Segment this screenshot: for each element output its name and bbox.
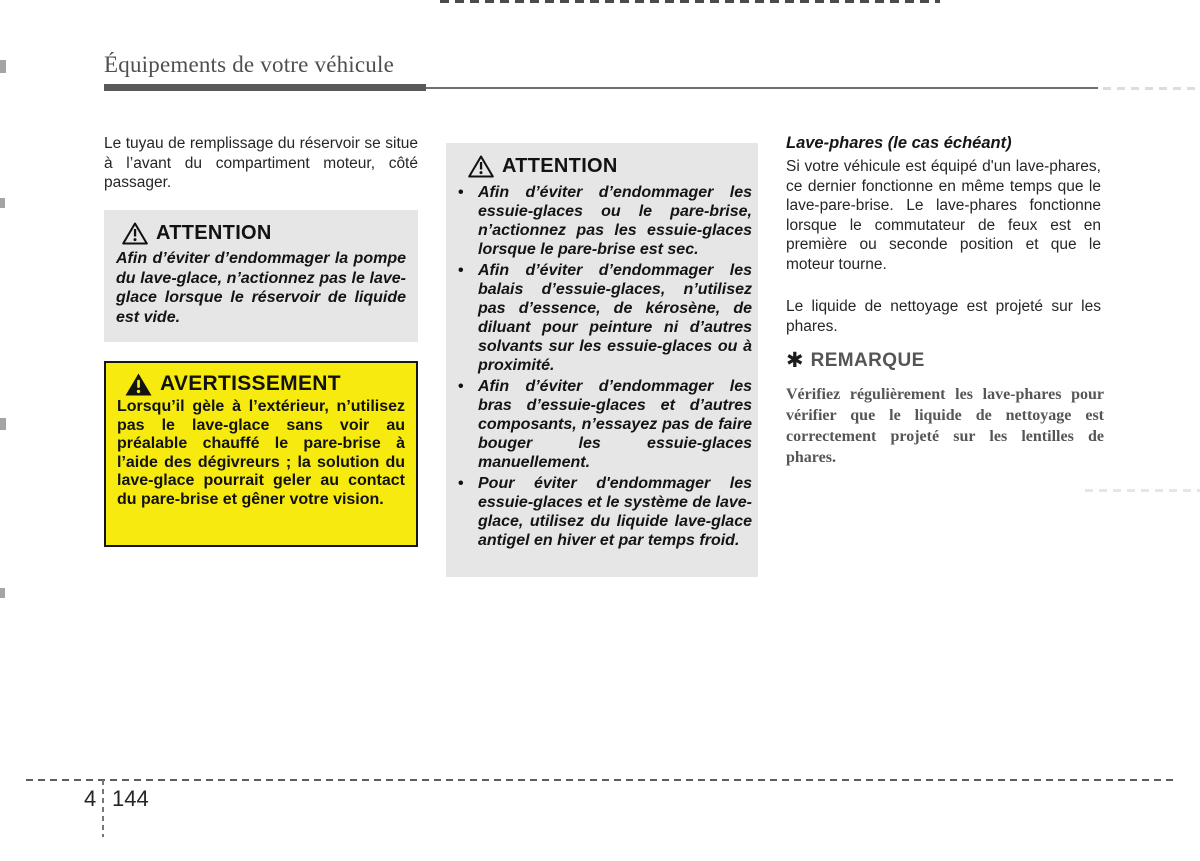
attention-box-left-body: Afin d’éviter d’endommager la pompe du lave-glace, n’actionnez pas le lave-glace lorsque le réservoir de liquide est vide.	[116, 250, 406, 326]
scan-edge-dashes	[1103, 87, 1200, 90]
warning-triangle-outline-icon	[468, 155, 494, 178]
warning-triangle-filled-icon	[125, 373, 152, 396]
attention-box-left	[104, 210, 418, 342]
footer-chapter-number: 4	[84, 786, 97, 811]
attention-box-left-title: ATTENTION	[156, 222, 272, 244]
footer-page-number: 144	[112, 786, 149, 811]
attention-box-middle	[446, 143, 758, 577]
page-title: Équipements de votre véhicule	[104, 52, 395, 77]
caution-bullet-item: • Pour éviter d'endommager les essuie-glaces et le système de lave-glace, utilisez du liquide lave-glace antigel en hiver et par temps froid.	[458, 475, 752, 549]
scan-edge-mark	[0, 418, 6, 430]
caution-bullet-item: • Afin d’éviter d’endommager les essuie-glaces ou le pare-brise, n’actionnez pas les essuie-glaces lorsque le pare-brise est sec.	[458, 184, 752, 258]
scan-edge-dashes	[1085, 489, 1200, 492]
intro-paragraph: Le tuyau de remplissage du réservoir se situe à l’avant du compartiment moteur, côté passager.	[104, 135, 418, 191]
avertissement-box-title: AVERTISSEMENT	[160, 372, 341, 395]
scan-edge-mark	[0, 60, 6, 73]
bullet-dot: •	[458, 475, 464, 492]
remarque-heading	[786, 350, 925, 372]
section-heading-lave-phares: Lave-phares (le cas échéant)	[786, 134, 1012, 152]
warning-triangle-outline-icon	[122, 222, 148, 245]
caution-bullet-item: • Afin d’éviter d’endommager les balais d’essuie-glaces, n’utilisez pas d’essence, de kérosène, de diluant pour peinture ni d’autres solvants sur les essuie-glaces ou à proximité.	[458, 262, 752, 374]
lave-phares-paragraph-1: Si votre véhicule est équipé d'un lave-phares, ce dernier fonctionne en même temps que le lave-pare-brise. Le lave-phares fonctionne lorsque le commutateur de feux est en première ou seconde position et que le moteur tourne.	[786, 158, 1101, 273]
footer-dashed-separator	[102, 780, 104, 837]
title-underline-bar	[104, 84, 426, 91]
avertissement-box	[104, 361, 418, 547]
scan-edge-mark	[0, 198, 5, 208]
asterisk-icon: ✱	[786, 349, 804, 372]
remarque-title: REMARQUE	[810, 350, 925, 371]
footer-dashed-rule	[26, 779, 1176, 781]
remarque-body: Vérifiez régulièrement les lave-phares pour vérifier que le liquide de nettoyage est correctement projeté sur les lentilles de phares.	[786, 386, 1104, 466]
attention-box-middle-title: ATTENTION	[502, 155, 618, 177]
title-underline-rule	[426, 87, 1098, 89]
scan-top-dashed-line	[440, 0, 940, 3]
scan-edge-mark	[0, 588, 5, 598]
caution-bullet-item: • Afin d’éviter d’endommager les bras d’essuie-glaces et d’autres composants, n’essayez pas de faire bouger les essuie-glaces manuellement.	[458, 378, 752, 471]
bullet-dot: •	[458, 184, 464, 201]
avertissement-box-body: Lorsqu’il gèle à l’extérieur, n’utilisez pas le lave-glace sans voir au préalable chauffé le pare-brise à l’aide des dégivreurs ; la solution du lave-glace pourrait geler au contact du pare-brise et gêner votre vision.	[117, 398, 405, 508]
bullet-dot: •	[458, 262, 464, 279]
bullet-dot: •	[458, 378, 464, 395]
lave-phares-paragraph-2: Le liquide de nettoyage est projeté sur les phares.	[786, 298, 1101, 335]
